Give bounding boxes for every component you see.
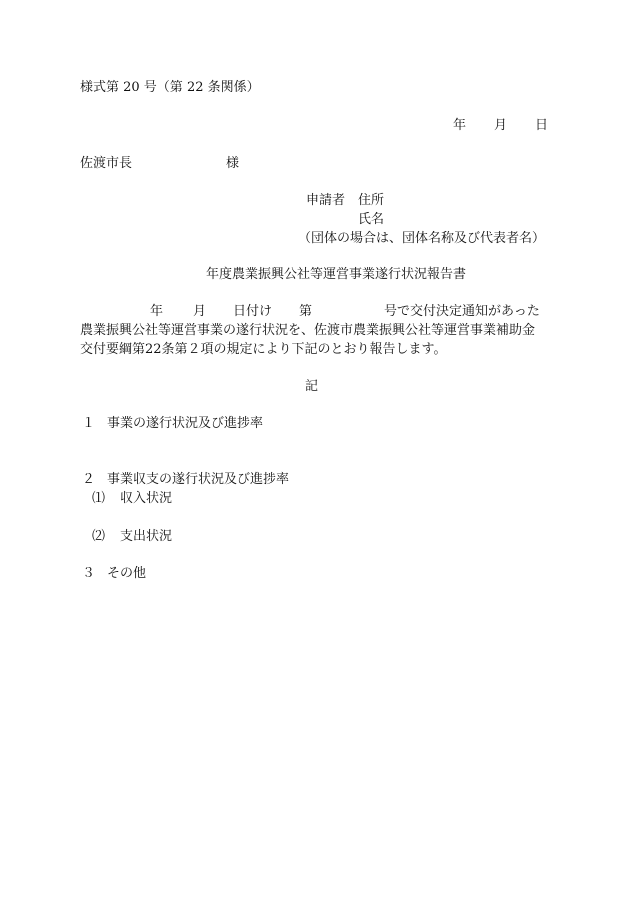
body-line-3: 交付要綱第22条第２項の規定により下記のとおり報告します。	[80, 342, 447, 357]
body-year-label: 年	[150, 304, 164, 319]
body-number-prefix: 第	[299, 304, 313, 319]
item-2-sub-2-text: 支出状況	[120, 529, 173, 544]
body-dated-label: 日付け	[233, 304, 273, 319]
item-3-text: その他	[107, 566, 147, 581]
item-2-sub-1-number: ⑴	[92, 491, 106, 506]
item-2-sub-2-number: ⑵	[92, 529, 106, 544]
applicant-name-label: 氏名	[358, 212, 385, 227]
item-2-text: 事業収支の遂行状況及び進捗率	[107, 472, 290, 487]
applicant-address-label: 住所	[358, 193, 385, 208]
date-year-label: 年	[453, 118, 467, 133]
applicant-label: 申請者	[306, 193, 346, 208]
applicant-note: （団体の場合は、団体名称及び代表者名）	[298, 231, 546, 246]
addressee-name: 佐渡市長	[80, 156, 133, 171]
addressee-honorific: 様	[226, 156, 240, 171]
item-1-number: １	[82, 416, 96, 431]
date-day-label: 日	[535, 118, 549, 133]
item-2-number: ２	[82, 472, 96, 487]
form-number: 様式第 20 号（第 22 条関係）	[80, 80, 260, 95]
body-month-label: 月	[193, 304, 207, 319]
ki-heading: 記	[305, 379, 319, 394]
item-1-text: 事業の遂行状況及び進捗率	[107, 416, 264, 431]
item-3-number: ３	[82, 566, 96, 581]
item-2-sub-1-text: 収入状況	[120, 491, 173, 506]
date-month-label: 月	[494, 118, 508, 133]
document-title: 年度農業振興公社等運営事業遂行状況報告書	[206, 267, 467, 282]
body-line-2: 農業振興公社等運営事業の遂行状況を、佐渡市農業振興公社等運営事業補助金	[80, 323, 536, 338]
body-line-1: 号で交付決定通知があった	[384, 304, 540, 319]
